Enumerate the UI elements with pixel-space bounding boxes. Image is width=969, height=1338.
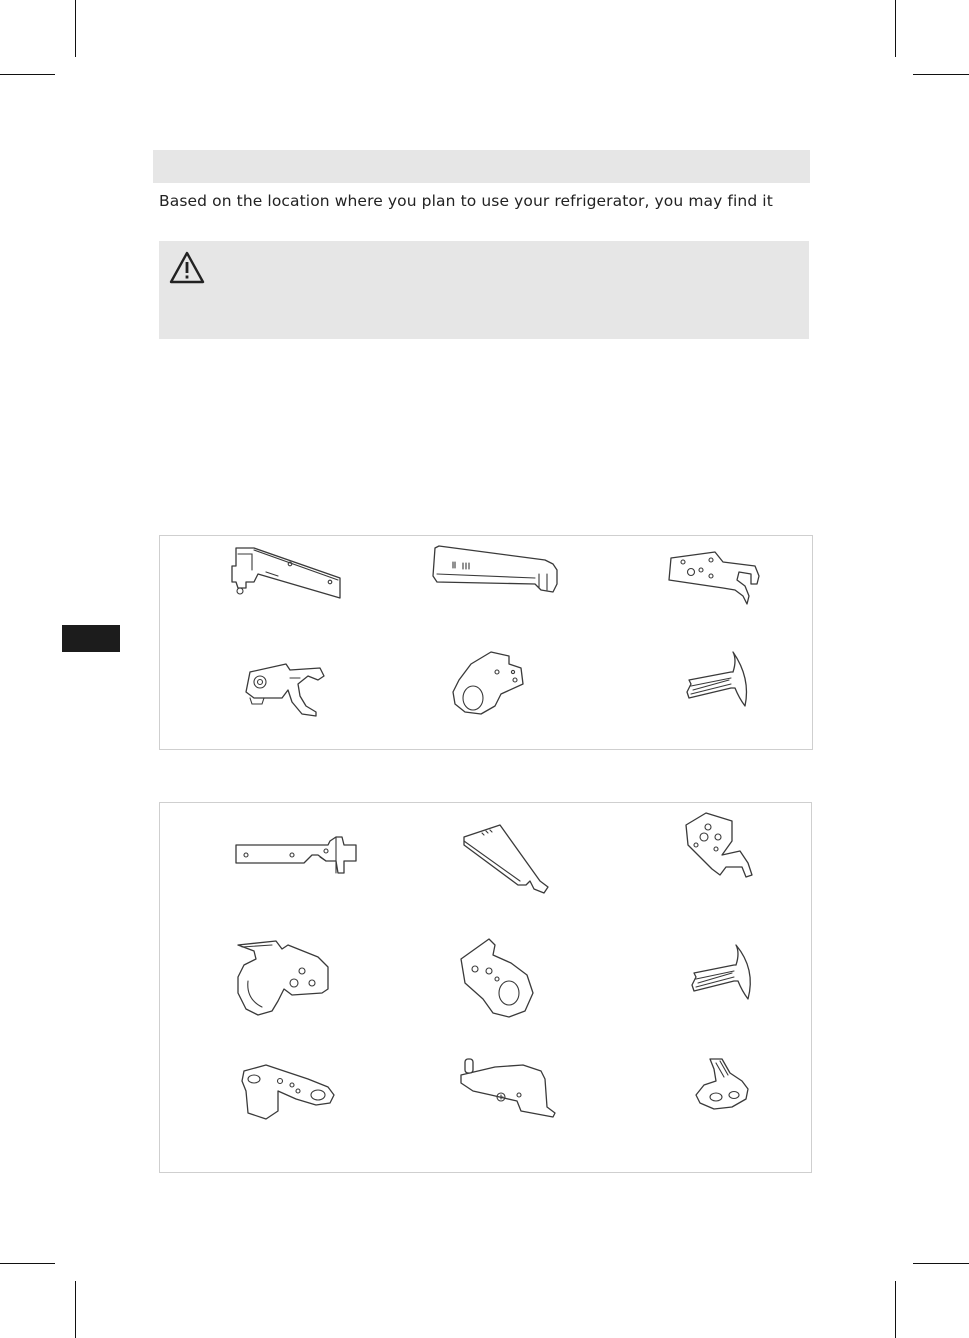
warning-triangle-icon bbox=[169, 251, 205, 285]
bracket-plate-icon bbox=[445, 650, 530, 720]
middle-hinge-icon bbox=[232, 937, 337, 1017]
lower-hinge-icon bbox=[455, 1057, 565, 1119]
door-stopper-icon bbox=[692, 1055, 762, 1115]
warning-box bbox=[159, 241, 809, 339]
lower-hinge-plate-icon bbox=[238, 1061, 338, 1121]
crop-mark bbox=[75, 0, 76, 57]
hinge-cover-icon bbox=[425, 544, 575, 596]
plastic-rivet-icon bbox=[690, 943, 760, 1003]
parts-panel-a bbox=[159, 535, 813, 750]
crop-mark bbox=[913, 1263, 969, 1264]
parts-panel-b bbox=[159, 802, 812, 1173]
crop-mark bbox=[75, 1281, 76, 1338]
crop-mark bbox=[895, 1281, 896, 1338]
crop-mark bbox=[913, 74, 969, 75]
intro-paragraph: Based on the location where you plan to use your refrigerator, you may find it bbox=[159, 192, 773, 210]
upper-hinge-icon bbox=[232, 833, 362, 878]
crop-mark bbox=[895, 0, 896, 57]
hinge-bracket-icon bbox=[665, 550, 765, 606]
bracket-plate-icon bbox=[453, 935, 543, 1020]
crop-mark bbox=[0, 74, 55, 75]
crop-mark bbox=[0, 1263, 55, 1264]
section-tab bbox=[62, 625, 120, 652]
upper-hinge-icon bbox=[218, 544, 348, 604]
hinge-bracket-icon bbox=[682, 811, 762, 881]
plastic-rivet-icon bbox=[685, 650, 755, 710]
hinge-cover-icon bbox=[460, 823, 560, 893]
middle-hinge-icon bbox=[240, 658, 335, 720]
section-heading-bar bbox=[153, 150, 810, 183]
